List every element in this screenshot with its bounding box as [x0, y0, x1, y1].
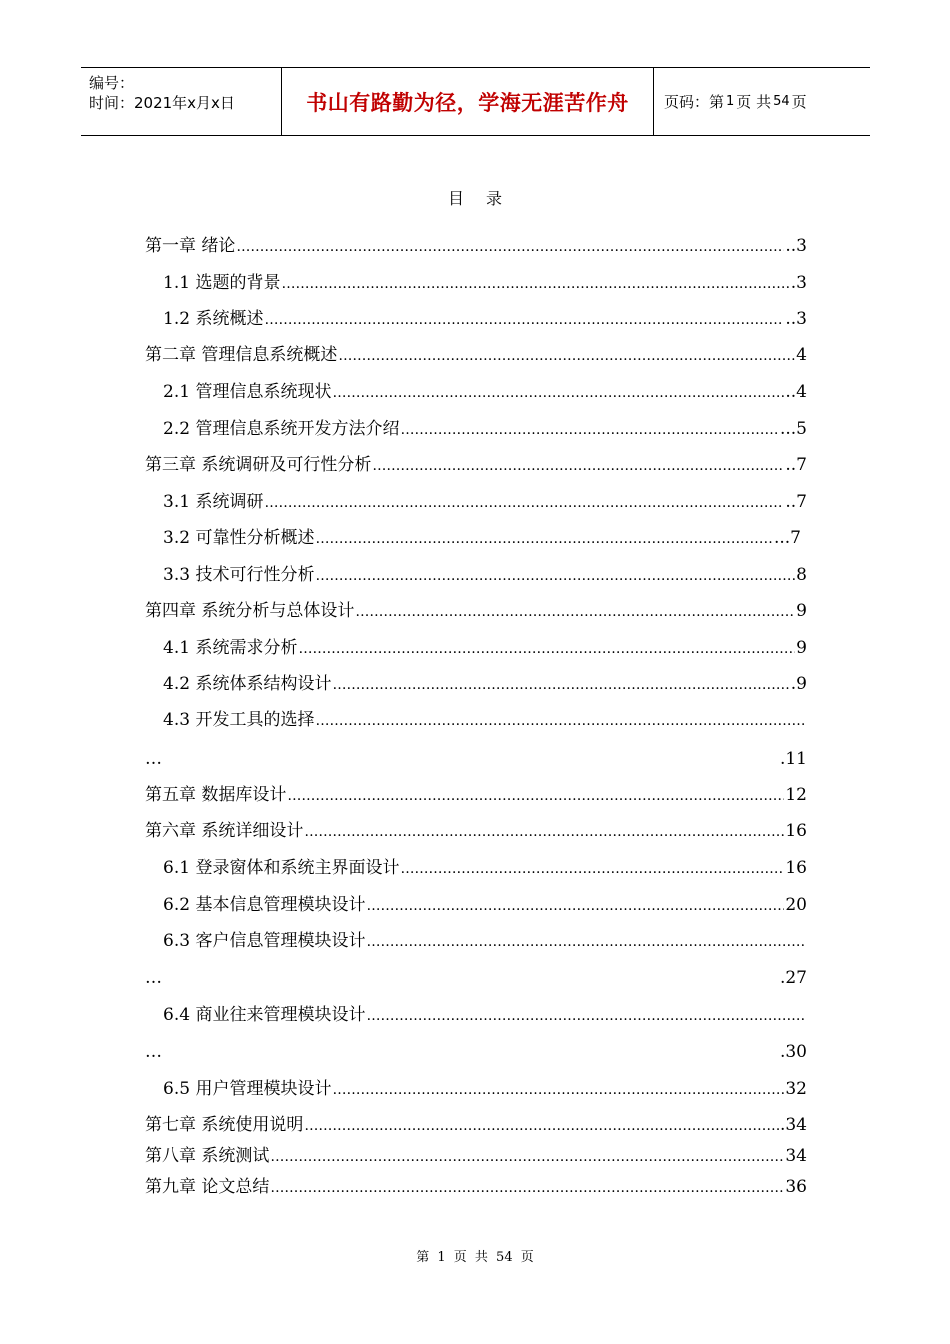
toc-entry-label: 第七章 系统使用说明	[145, 1115, 304, 1135]
toc-entry-label: 第五章 数据库设计	[145, 785, 287, 805]
toc-leader	[366, 930, 806, 954]
toc-entry[interactable]	[145, 1144, 807, 1168]
toc-leader	[315, 527, 773, 551]
toc-entry-page: ..4	[785, 382, 807, 402]
toc-leader	[287, 784, 784, 808]
toc-entry-label: 第六章 系统详细设计	[145, 821, 304, 841]
toc-entry[interactable]	[145, 783, 807, 807]
header-page-info	[654, 68, 870, 135]
page-mid: 页 共	[736, 93, 772, 111]
toc-entry[interactable]	[163, 490, 807, 514]
toc-entry-label: 第九章 论文总结	[145, 1177, 270, 1197]
toc-entry[interactable]	[163, 417, 807, 441]
toc-leader	[315, 564, 795, 588]
toc-entry[interactable]	[163, 526, 801, 550]
toc-title: 目录	[447, 189, 524, 208]
toc-entry[interactable]	[163, 856, 807, 880]
toc-entry-page: ..7	[785, 492, 807, 512]
toc-leader	[270, 1176, 784, 1200]
toc-entry-label: 1.2 系统概述	[163, 309, 264, 329]
toc-leader	[355, 600, 795, 624]
toc-entry[interactable]	[145, 599, 807, 623]
toc-entry-label: 第一章 绪论	[145, 236, 236, 256]
toc-entry[interactable]	[145, 1175, 807, 1199]
toc-entry-label: 第八章 系统测试	[145, 1146, 270, 1166]
toc-leader-continued: …	[145, 1042, 162, 1062]
toc-entry-label: 6.3 客户信息管理模块设计	[163, 931, 366, 951]
toc-leader	[338, 344, 795, 368]
toc-leader	[366, 894, 784, 918]
toc-entry[interactable]	[163, 563, 807, 587]
toc-entry-page: 8	[796, 565, 807, 585]
toc-entry-continuation	[145, 1040, 807, 1064]
header-motto: 书山有路勤为径，学海无涯苦作舟	[282, 68, 654, 135]
toc-entry[interactable]	[145, 1113, 807, 1137]
page-suffix: 页	[791, 93, 807, 111]
toc-entry-page: .30	[779, 1042, 807, 1062]
page-total: 54	[773, 94, 790, 109]
toc-entry[interactable]	[163, 636, 807, 660]
toc-entry[interactable]	[163, 271, 807, 295]
header-meta	[81, 68, 282, 135]
toc-entry-page: 16	[785, 858, 807, 878]
toc-entry-page: ...7	[773, 528, 801, 548]
toc-entry-page: 16	[785, 821, 807, 841]
toc-entry-label: 4.3 开发工具的选择	[163, 710, 315, 730]
toc-entry-label: 3.1 系统调研	[163, 492, 264, 512]
toc-leader	[270, 1145, 784, 1169]
toc-entry-page: .34	[779, 1115, 807, 1135]
toc-entry-label: 第四章 系统分析与总体设计	[145, 601, 355, 621]
toc-entry[interactable]	[163, 708, 807, 732]
toc-leader	[366, 1004, 806, 1028]
toc-entry[interactable]	[163, 1077, 807, 1101]
toc-entry[interactable]	[163, 307, 807, 331]
toc-entry-page: 4	[796, 345, 807, 365]
toc-entry-label: 4.1 系统需求分析	[163, 638, 298, 658]
toc-entry-page: .11	[779, 749, 807, 769]
document-code: 编号：	[89, 74, 135, 92]
toc-entry-label: 6.2 基本信息管理模块设计	[163, 895, 366, 915]
toc-leader	[400, 857, 784, 881]
toc-leader	[298, 637, 795, 661]
toc-leader	[372, 454, 784, 478]
toc-entry[interactable]	[163, 672, 807, 696]
toc-leader	[400, 418, 779, 442]
toc-entry-continuation	[145, 747, 807, 771]
toc-entry[interactable]	[145, 453, 807, 477]
page-header	[81, 67, 870, 136]
toc-entry-page: 34	[785, 1146, 807, 1166]
toc-entry-page: 9	[796, 601, 807, 621]
toc-entry[interactable]	[145, 343, 807, 367]
toc-entry-page: 20	[785, 895, 807, 915]
toc-entry-page: .9	[790, 674, 807, 694]
page-current: 1	[726, 94, 735, 109]
toc-entry-page: 9	[796, 638, 807, 658]
toc-entry-label: 6.1 登录窗体和系统主界面设计	[163, 858, 400, 878]
toc-entry-page: ..7	[785, 455, 807, 475]
toc-entry-page: 12	[785, 785, 807, 805]
document-time: 时间：2021年x月x日	[89, 94, 235, 112]
toc-leader	[264, 308, 784, 332]
toc-leader-continued: …	[145, 749, 162, 769]
toc-entry-label: 第三章 系统调研及可行性分析	[145, 455, 372, 475]
toc-entry-page: ..3	[785, 236, 807, 256]
toc-entry[interactable]	[145, 819, 807, 843]
toc-entry-continuation	[145, 966, 807, 990]
toc-leader	[332, 673, 789, 697]
toc-entry-page: 32	[785, 1079, 807, 1099]
toc-leader	[264, 491, 784, 515]
toc-entry-page: ..3	[785, 309, 807, 329]
toc-leader	[304, 1114, 779, 1138]
toc-entry-label: 2.1 管理信息系统现状	[163, 382, 332, 402]
toc-entry-label: 4.2 系统体系结构设计	[163, 674, 332, 694]
page-prefix: 页码：第	[664, 93, 725, 111]
toc-leader-continued: …	[145, 968, 162, 988]
toc-leader	[332, 381, 784, 405]
toc-entry-page: 36	[785, 1177, 807, 1197]
toc-entry-label: 第二章 管理信息系统概述	[145, 345, 338, 365]
toc-entry-label: 3.3 技术可行性分析	[163, 565, 315, 585]
toc-entry[interactable]	[145, 234, 807, 258]
toc-entry[interactable]	[163, 929, 807, 953]
page-footer: 第 1 页 共 54 页	[416, 1250, 534, 1265]
toc-entry-page: .27	[779, 968, 807, 988]
toc-entry[interactable]	[163, 893, 807, 917]
toc-entry[interactable]	[163, 1003, 807, 1027]
toc-entry-page: .3	[790, 273, 807, 293]
toc-entry[interactable]	[163, 380, 807, 404]
toc-entry-label: 1.1 选题的背景	[163, 273, 281, 293]
toc-entry-label: 2.2 管理信息系统开发方法介绍	[163, 419, 400, 439]
toc-leader	[281, 272, 789, 296]
toc-entry-label: 6.5 用户管理模块设计	[163, 1079, 332, 1099]
toc-leader	[332, 1078, 784, 1102]
toc-leader	[304, 820, 784, 844]
toc-leader	[236, 235, 784, 259]
toc-entry-page: ...5	[779, 419, 807, 439]
toc-entry-label: 6.4 商业往来管理模块设计	[163, 1005, 366, 1025]
toc-leader	[315, 709, 806, 733]
toc-entry-label: 3.2 可靠性分析概述	[163, 528, 315, 548]
